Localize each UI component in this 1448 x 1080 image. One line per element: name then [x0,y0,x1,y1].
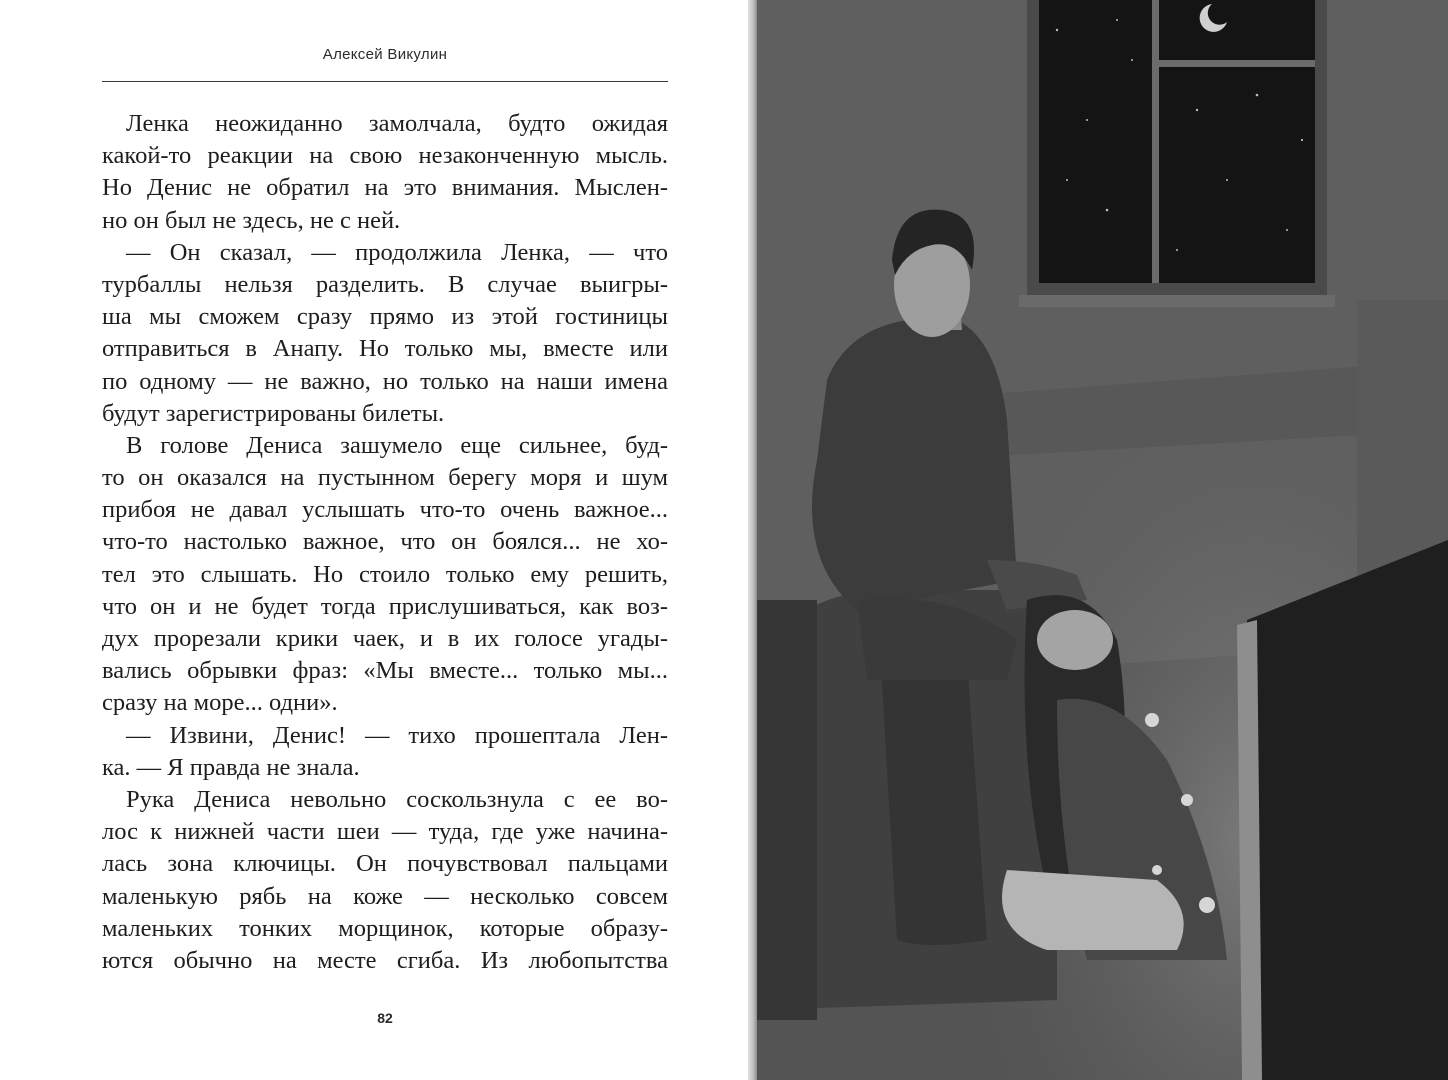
text-line: что-то настолько важное, что он боялся... не хо- [102,528,668,556]
text-line: вались обрывки фраз: «Мы вместе... только мы... [102,657,668,685]
running-head-author: Алексей Викулин [322,46,448,63]
body-text [102,108,668,977]
header-rule [102,81,668,82]
page-number: 82 [377,1010,393,1026]
text-line: лась зона ключицы. Он почувствовал пальцами [102,850,668,878]
text-line: Рука Дениса невольно соскользнула с ее во- [126,785,668,813]
text-line: ются обычно на месте сгиба. Из любопытства [102,946,668,974]
text-line: Ленка неожиданно замолчала, будто ожидая [126,110,668,137]
text-line: по одному — не важно, но только на наши имена [102,367,668,395]
text-line: маленькую рябь на коже — несколько совсем [102,882,668,910]
text-line: прибоя не давал услышать что-то очень важное... [102,496,668,524]
text-line: ка. — Я правда не знала. [102,753,360,781]
text-line: — Он сказал, — продолжила Ленка, — что [126,238,668,266]
text-line: но он был не здесь, не с ней. [102,206,401,234]
text-line: отправиться в Анапу. Но только мы, вместе или [102,335,668,363]
text-line: В голове Дениса зашумело еще сильнее, буд- [126,431,668,459]
text-line: будут зарегистрированы билеты. [102,399,445,427]
window [1019,0,1335,307]
text-line: что он и не будет тогда прислушиваться, как воз- [102,592,668,620]
text-line: какой-то реакции на свою незаконченную мысль. [102,142,668,170]
screen-foreground [1237,540,1448,1080]
text-line: Но Денис не обратил на это внимания. Мыслен- [102,174,668,202]
text-line: то он оказался на пустынном берегу моря и шум [102,464,668,492]
text-line: маленьких тонких морщинок, которые образу- [102,914,668,942]
text-line: турбаллы нельзя разделить. В случае выигры- [102,270,668,298]
illustration-panel [757,0,1448,1080]
text-line: сразу на море... одни». [102,689,338,717]
text-line: ша мы сможем сразу прямо из этой гостиницы [102,303,668,331]
text-line: дух прорезали крики чаек, и в их голосе угады- [102,625,668,652]
text-line: лос к нижней части шеи — туда, где уже начина- [102,818,668,846]
bedroom-night-illustration [757,0,1448,1080]
text-line: тел это слышать. Но стоило только ему решить, [102,560,668,588]
text-line: — Извини, Денис! — тихо прошептала Лен- [126,721,668,749]
